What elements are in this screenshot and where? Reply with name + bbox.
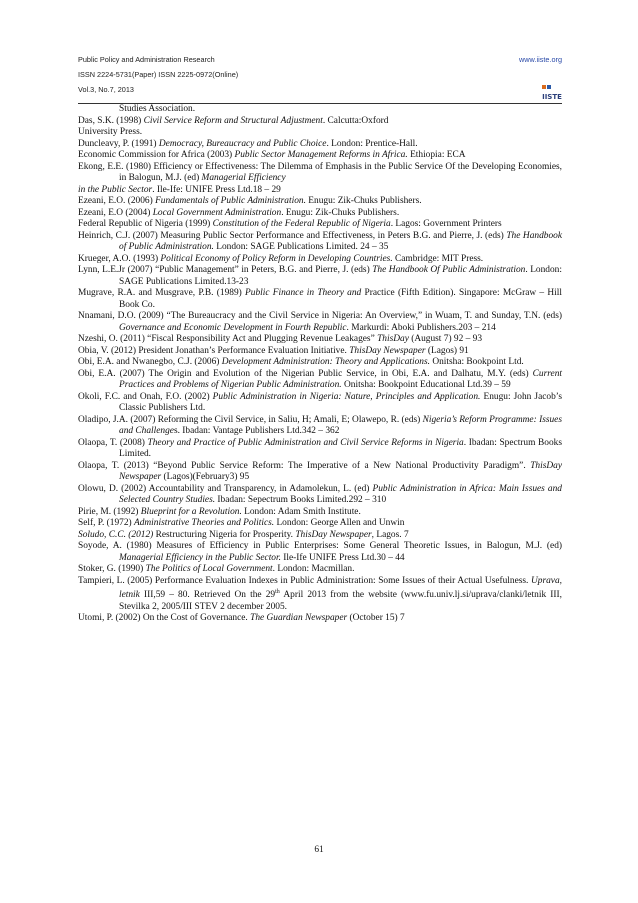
reference-text: Onitsha: Bookpoint Educational Ltd.39 – 59 [341, 380, 511, 390]
reference-text: Olowu, D. (2002) Accountability and Transparency, in Adamolekun, L. (ed) [78, 483, 373, 494]
reference-text: Obia, V. (2012) President Jonathan’s Performance Evaluation Initiative. [78, 345, 350, 356]
reference-text: . London: Macmillan. [272, 564, 355, 574]
reference-text: University Press. [78, 127, 143, 137]
reference-text: Pirie, M. (1992) [78, 506, 141, 517]
reference-entry [78, 369, 562, 392]
reference-text: in the Public Sector [78, 184, 153, 195]
reference-text: ThisDay Newspaper [119, 460, 562, 482]
reference-entry [78, 541, 562, 564]
reference-entry [78, 461, 562, 484]
reference-entry [78, 415, 562, 438]
reference-text: ThisDay Newspaper [349, 345, 426, 356]
reference-text: Olaopa, T. (2008) [78, 437, 148, 448]
reference-text: Ekong, E.E. (1980) Efficiency or Effectiveness: The Dilemma of Emphasis in the Public Service Of the Developing Economies, in Balogun, M.J. (ed) [78, 161, 562, 183]
reference-entry [78, 507, 562, 519]
reference-text: Blueprint for a Revolution. [140, 506, 242, 517]
reference-text: The Handbook Of Public Administration [372, 265, 526, 275]
page-number: 61 [314, 845, 324, 855]
reference-text: Public Administration in Nigeria: Nature, Principles and Application. [212, 391, 481, 402]
reference-text: Soyode, A. (1980) Measures of Efficiency in Public Enterprises: Some General Theoretic Issues, in Balogun, M.J. (ed) [78, 541, 562, 551]
journal-volume: Vol.3, No.7, 2013 [78, 85, 134, 94]
reference-text: Nnamani, D.O. (2009) “The Bureaucracy and the Civil Service in Nigeria: An Overview,” in Wuam, T. and Sunday, T.N. (eds) [78, 311, 562, 321]
reference-text: , Lagos. 7 [371, 529, 409, 540]
reference-text: London: Adam Smith Institute. [241, 506, 361, 517]
reference-text: Stoker, G. (1990) [78, 564, 146, 574]
reference-text: Ezeani, E.O. (2006) [78, 196, 156, 206]
reference-text: Fundamentals of Public Administration. [155, 196, 306, 206]
reference-text: Enugu: John Jacob’s Classic Publishers Ltd. [119, 391, 563, 413]
reference-entry [78, 564, 562, 576]
reference-text: (Lagos) 91 [425, 345, 469, 356]
reference-entry [78, 254, 562, 266]
reference-entry [78, 357, 562, 369]
reference-text: . London: Prentice-Hall. [326, 138, 418, 149]
reference-text: Theory and Practice of Public Administration and Civil Service Reforms in Nigeria [147, 437, 464, 448]
reference-entry [78, 219, 562, 231]
reference-text: Utomi, P. (2002) On the Cost of Governance. [78, 613, 251, 624]
reference-text: Nzeshi, O. (2011) “Fiscal Responsibility Act and Plugging Revenue Leakages” [78, 334, 378, 344]
reference-text: Governance and Economic Development in Fourth Republic [119, 322, 347, 333]
reference-entry [78, 104, 562, 116]
reference-entry [78, 231, 562, 254]
reference-entry [78, 265, 562, 288]
reference-entry [78, 196, 562, 208]
reference-text: (August 7) 92 – 93 [408, 334, 483, 344]
reference-text: Obi, E.A. and Nwanegbo, C.J. (2006) [78, 357, 222, 367]
reference-text: . Ile-Ife: UNIFE Press Ltd.18 – 29 [152, 184, 281, 195]
journal-url-link[interactable]: www.iiste.org [519, 55, 562, 64]
reference-text: (Lagos)(February3) 95 [161, 472, 250, 482]
reference-text: Economic Commission for Africa (2003) [78, 150, 235, 160]
reference-text: Constitution of the Federal Republic of Nigeria [212, 219, 391, 229]
reference-text: . Markurdi: Aboki Publishers.203 – 214 [346, 322, 496, 333]
reference-text: Public Finance in Theory and [245, 288, 362, 298]
reference-text: Federal Republic of Nigeria (1999) [78, 219, 213, 229]
reference-entry [78, 116, 562, 128]
reference-entry [78, 150, 562, 162]
reference-entry [78, 208, 562, 220]
reference-text: s. Ibadan: Vantage Publishers Ltd.342 – 362 [173, 426, 340, 436]
reference-entry [78, 576, 562, 614]
reference-text: Studies Association. [119, 104, 196, 114]
reference-entry [78, 518, 562, 530]
reference-entry [78, 334, 562, 346]
reference-text: . Enugu: Zik-Chuks Publishers. [281, 207, 400, 218]
reference-text: Onitsha: Bookpoint Ltd. [429, 357, 524, 367]
reference-text: Current Practices and Problems of Nigerian Public Administration. [119, 368, 562, 390]
reference-entry [78, 392, 562, 415]
reference-text: th [275, 589, 280, 595]
reference-entry [78, 127, 562, 139]
journal-issn: ISSN 2224-5731(Paper) ISSN 2225-0972(Online) [78, 70, 239, 79]
reference-entry [78, 139, 562, 151]
reference-text: Cambridge: MIT Press. [392, 253, 484, 264]
reference-text: Managerial Efficiency [201, 173, 286, 183]
reference-entry [78, 613, 562, 625]
reference-text: Nigeria’s Reform Programme: Issues and Challenge [119, 414, 562, 436]
reference-text: Enugu: Zik-Chuks Publishers. [305, 196, 422, 206]
reference-text: Development Administration: Theory and Applications. [221, 357, 430, 367]
reference-text: Public Administration in Africa: Main Issues and Selected Country Studies. [119, 483, 562, 505]
reference-text: . Lagos: Government Printers [390, 219, 502, 229]
reference-list [78, 104, 562, 625]
reference-text: Tampieri, L. (2005) Performance Evaluation Indexes in Public Administration: Some Issues of their Actual Usefulness. [78, 575, 531, 586]
reference-text: Ile-Ife UNIFE Press Ltd.30 – 44 [280, 552, 405, 563]
reference-entry [78, 288, 562, 311]
reference-text: Administrative Theories and Politics. [134, 518, 275, 528]
reference-text: Olaopa, T. (2013) “Beyond Public Service Reform: The Imperative of a New National Productivity Paradigm”. [78, 460, 531, 471]
reference-entry [78, 530, 562, 542]
reference-text: Duncleavy, P. (1991) [78, 138, 159, 149]
reference-text: III,59 – 80. Retrieved On the 29 [139, 590, 276, 601]
reference-text: Das, S.K. (1998) [78, 115, 144, 126]
reference-text: Practice (Fifth Edition). Singapore: McGraw – Hill Book Co. [119, 288, 562, 310]
reference-text: . London: SAGE Publications Limited.13-23 [119, 265, 562, 287]
reference-text: Okoli, F.C. and Onah, F.O. (2002) [78, 391, 213, 402]
reference-text: Political Economy of Policy Reform in Developing Countries. [160, 253, 393, 264]
reference-text: Managerial Efficiency in the Public Sector. [119, 552, 281, 563]
reference-text: The Handbook of Public Administration. [119, 230, 562, 252]
reference-text: Local Government Administration [152, 207, 282, 218]
reference-text: Heinrich, C.J. (2007) Measuring Public Sector Performance and Effectiveness, in Peters B.G. and Pierre, J. (eds) [78, 230, 507, 241]
reference-text: Public Sector Management Reforms in Africa. [234, 150, 408, 160]
reference-entry [78, 438, 562, 461]
reference-text: (October 15) 7 [347, 613, 405, 624]
reference-entry [78, 185, 562, 197]
reference-text: Ethiopia: ECA [407, 150, 466, 160]
reference-text: . Ibadan: Spectrum Books Limited. [119, 437, 562, 459]
reference-text: Uprava, letnik [119, 575, 562, 601]
reference-text: Ibadan: Sepectrum Books Limited.292 – 310 [215, 495, 387, 505]
reference-entry [78, 484, 562, 507]
reference-text: The Guardian Newspaper [250, 613, 348, 624]
reference-text: Krueger, A.O. (1993) [78, 253, 161, 264]
reference-text: Soludo, C.C. (2012) [78, 529, 154, 540]
iiste-logo [541, 84, 563, 102]
reference-text: Democracy, Bureaucracy and Public Choice [158, 138, 327, 149]
reference-text: ThisDay Newspaper [295, 529, 372, 540]
reference-text: . Calcutta:Oxford [322, 115, 389, 126]
logo-wordmark: IISTE [542, 93, 562, 101]
reference-entry [78, 346, 562, 358]
reference-text: Self, P. (1972) [78, 518, 134, 528]
reference-text: ThisDay [377, 334, 409, 344]
reference-text: Lynn, L.E.Jr (2007) “Public Management” in Peters, B.G. and Pierre, J. (eds) [78, 265, 373, 275]
reference-text: Obi, E.A. (2007) The Origin and Evolution of the Nigerian Public Service, in Obi, E.A. and Dalhatu, M.Y. (eds) [78, 368, 533, 379]
reference-text: Ezeani, E.O (2004) [78, 207, 153, 218]
reference-text: Oladipo, J.A. (2007) Reforming the Civil Service, in Saliu, H; Amali, E; Olawepo, R. (eds) [78, 414, 423, 425]
reference-text: Civil Service Reform and Structural Adjustment [143, 115, 323, 126]
reference-text: The Politics of Local Government [145, 564, 273, 574]
reference-text: Mugrave, R.A. and Musgrave, P.B. (1989) [78, 288, 246, 298]
reference-text: Restructuring Nigeria for Prosperity. [153, 529, 296, 540]
reference-text: April 2013 from the website (www.fu.univ.lj.si/uprava/clanki/letnik III, Stevilka 2, 2005/III STEV 2 december 2005. [119, 590, 562, 612]
journal-title: Public Policy and Administration Research [78, 55, 215, 64]
reference-text: London: SAGE Publications Limited. 24 – 35 [213, 242, 389, 252]
reference-entry [78, 311, 562, 334]
reference-entry [78, 162, 562, 185]
reference-text: London: George Allen and Unwin [274, 518, 405, 528]
